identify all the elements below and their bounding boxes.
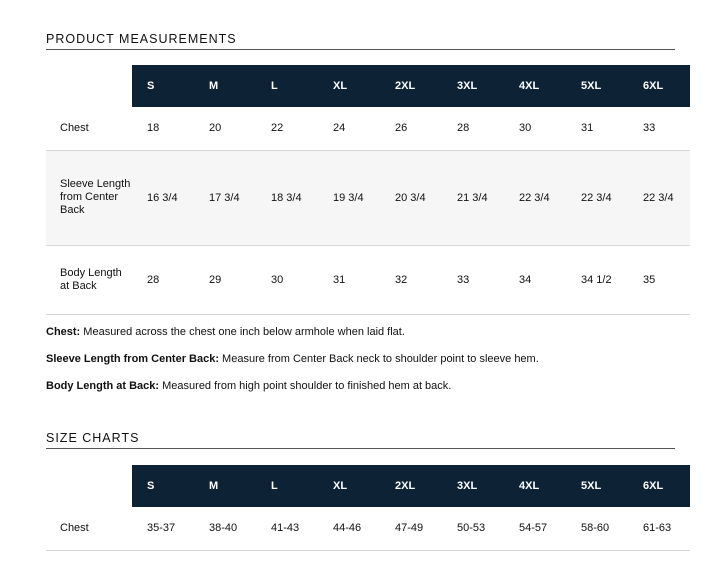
table-cell: 61-63	[628, 507, 690, 550]
size-header: 4XL	[504, 465, 566, 507]
measurements-title: PRODUCT MEASUREMENTS	[46, 32, 675, 50]
row-label: Body Length at Back	[46, 245, 132, 314]
table-cell: 28	[442, 107, 504, 150]
table-cell: 18 3/4	[256, 150, 318, 245]
size-header: L	[256, 465, 318, 507]
table-cell: 20	[194, 107, 256, 150]
measurements-table	[46, 65, 690, 315]
table-cell: 17 3/4	[194, 150, 256, 245]
table-row	[46, 507, 690, 550]
table-row	[46, 150, 690, 245]
table-cell: 31	[566, 107, 628, 150]
size-header: 6XL	[628, 65, 690, 107]
table-cell: 30	[256, 245, 318, 314]
note-text: Measured across the chest one inch below armhole when laid flat.	[80, 326, 405, 338]
table-cell: 20 3/4	[380, 150, 442, 245]
table-cell: 22 3/4	[504, 150, 566, 245]
note-sleeve-length	[46, 353, 686, 366]
table-cell: 44-46	[318, 507, 380, 550]
note-term: Body Length at Back:	[46, 380, 160, 392]
note-text: Measured from high point shoulder to finished hem at back.	[159, 380, 452, 392]
size-charts-table	[46, 465, 690, 551]
table-cell: 32	[380, 245, 442, 314]
size-header: 2XL	[380, 65, 442, 107]
table-row	[46, 107, 690, 150]
table-cell: 18	[132, 107, 194, 150]
note-body-length	[46, 380, 686, 393]
row-label: Sleeve Length from Center Back	[46, 150, 132, 245]
size-charts-header-row	[46, 465, 690, 507]
table-cell: 58-60	[566, 507, 628, 550]
measurement-notes	[46, 326, 686, 407]
size-header: 5XL	[566, 65, 628, 107]
size-header: XL	[318, 465, 380, 507]
size-header: 6XL	[628, 465, 690, 507]
table-cell: 29	[194, 245, 256, 314]
table-cell: 33	[628, 107, 690, 150]
table-cell: 54-57	[504, 507, 566, 550]
table-cell: 35	[628, 245, 690, 314]
size-header: 3XL	[442, 65, 504, 107]
row-label: Chest	[46, 107, 132, 150]
note-text: Measure from Center Back neck to shoulder point to sleeve hem.	[219, 353, 539, 365]
table-cell: 31	[318, 245, 380, 314]
row-label: Chest	[46, 507, 132, 550]
size-header: 3XL	[442, 465, 504, 507]
size-charts-title: SIZE CHARTS	[46, 431, 675, 449]
note-term: Sleeve Length from Center Back:	[46, 353, 219, 365]
size-header: L	[256, 65, 318, 107]
table-cell: 28	[132, 245, 194, 314]
size-header: 2XL	[380, 465, 442, 507]
size-header: 4XL	[504, 65, 566, 107]
note-chest	[46, 326, 686, 339]
size-header: S	[132, 465, 194, 507]
table-cell: 22 3/4	[628, 150, 690, 245]
size-header: M	[194, 65, 256, 107]
table-cell: 19 3/4	[318, 150, 380, 245]
header-blank-cell	[46, 465, 132, 507]
table-cell: 26	[380, 107, 442, 150]
table-cell: 50-53	[442, 507, 504, 550]
table-cell: 21 3/4	[442, 150, 504, 245]
table-cell: 47-49	[380, 507, 442, 550]
table-cell: 35-37	[132, 507, 194, 550]
measurements-header-row	[46, 65, 690, 107]
size-header: XL	[318, 65, 380, 107]
table-cell: 22 3/4	[566, 150, 628, 245]
note-term: Chest:	[46, 326, 81, 338]
table-cell: 34	[504, 245, 566, 314]
table-cell: 33	[442, 245, 504, 314]
table-cell: 22	[256, 107, 318, 150]
table-cell: 41-43	[256, 507, 318, 550]
table-cell: 34 1/2	[566, 245, 628, 314]
table-cell: 38-40	[194, 507, 256, 550]
header-blank-cell	[46, 65, 132, 107]
table-cell: 24	[318, 107, 380, 150]
table-row	[46, 245, 690, 314]
size-header: M	[194, 465, 256, 507]
table-cell: 16 3/4	[132, 150, 194, 245]
size-header: 5XL	[566, 465, 628, 507]
size-header: S	[132, 65, 194, 107]
table-cell: 30	[504, 107, 566, 150]
